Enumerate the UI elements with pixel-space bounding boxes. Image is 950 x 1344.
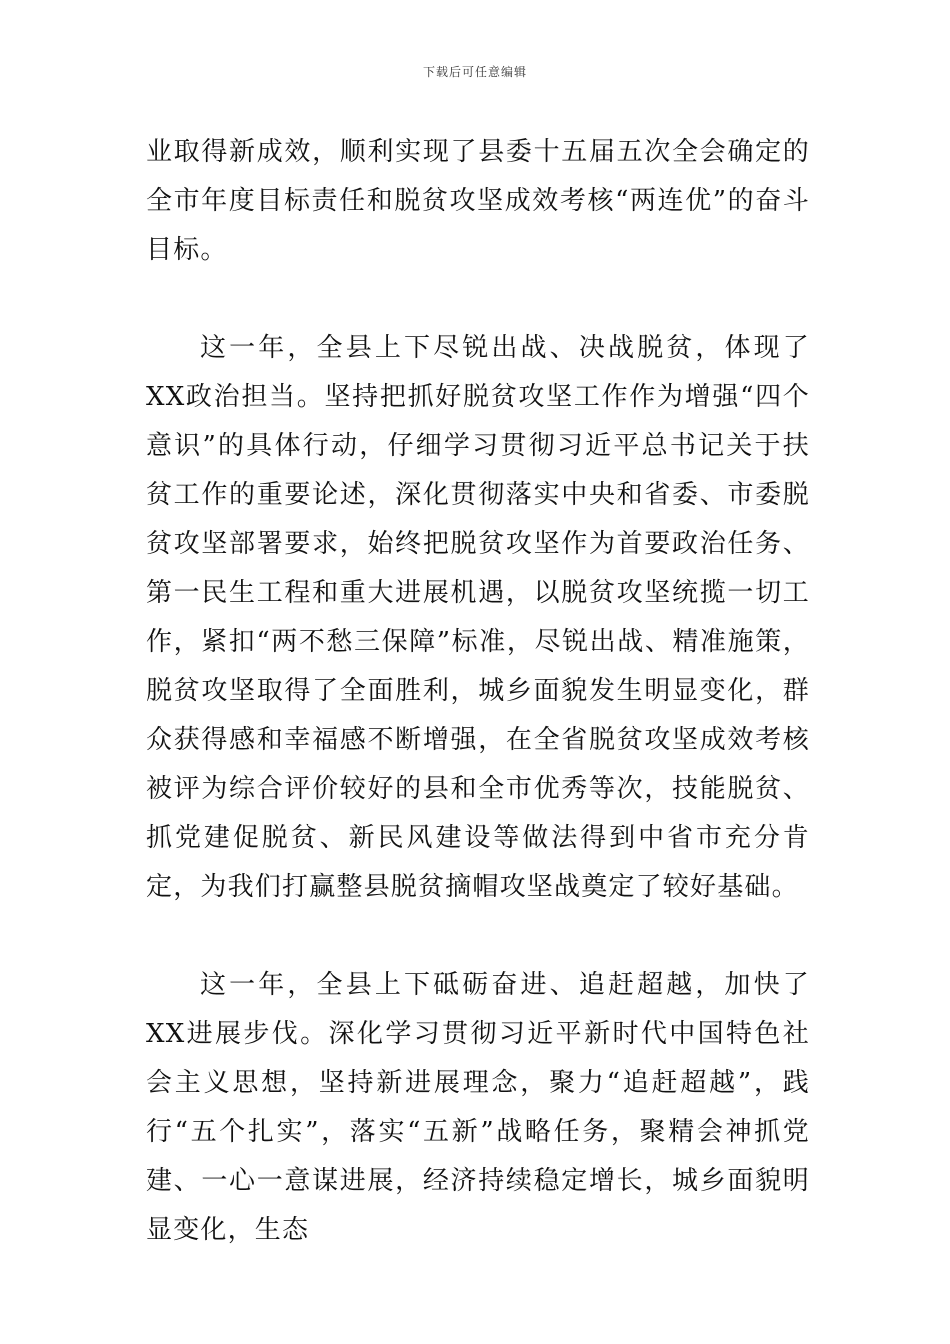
paragraph-2: 这一年，全县上下尽锐出战、决战脱贫，体现了XX政治担当。坚持把抓好脱贫攻坚工作作为增强“四个意识”的具体行动，仔细学习贯彻习近平总书记关于扶贫工作的重要论述，深化贯彻落实中央和省委、市委脱贫攻坚部署要求，始终把脱贫攻坚作为首要政治任务、第一民生工程和重大进展机遇，以脱贫攻坚统揽一切工作，紧扣“两不愁三保障”标准，尽锐出战、精准施策，脱贫攻坚取得了全面胜利，城乡面貌发生明显变化，群众获得感和幸福感不断增强，在全省脱贫攻坚成效考核被评为综合评价较好的县和全市优秀等次，技能脱贫、抓党建促脱贫、新民风建设等做法得到中省市充分肯定，为我们打赢整县脱贫摘帽攻坚战奠定了较好基础。 <box>146 333 810 902</box>
paragraph-3: 这一年，全县上下砥砺奋进、追赶超越，加快了XX进展步伐。深化学习贯彻习近平新时代中国特色社会主义思想，坚持新进展理念，聚力“追赶超越”，践行“五个扎实”，落实“五新”战略任务，聚精会神抓党建、一心一意谋进展，经济持续稳定增长，城乡面貌明显变化，生态 <box>146 970 810 1245</box>
paragraph-1: 业取得新成效，顺利实现了县委十五届五次全会确定的全市年度目标责任和脱贫攻坚成效考核“两连优”的奋斗目标。 <box>146 137 810 265</box>
document-body <box>146 128 810 1255</box>
header-note: 下载后可任意编辑 <box>422 65 527 79</box>
paragraph-gap <box>146 275 810 324</box>
paragraph-gap <box>146 912 810 961</box>
